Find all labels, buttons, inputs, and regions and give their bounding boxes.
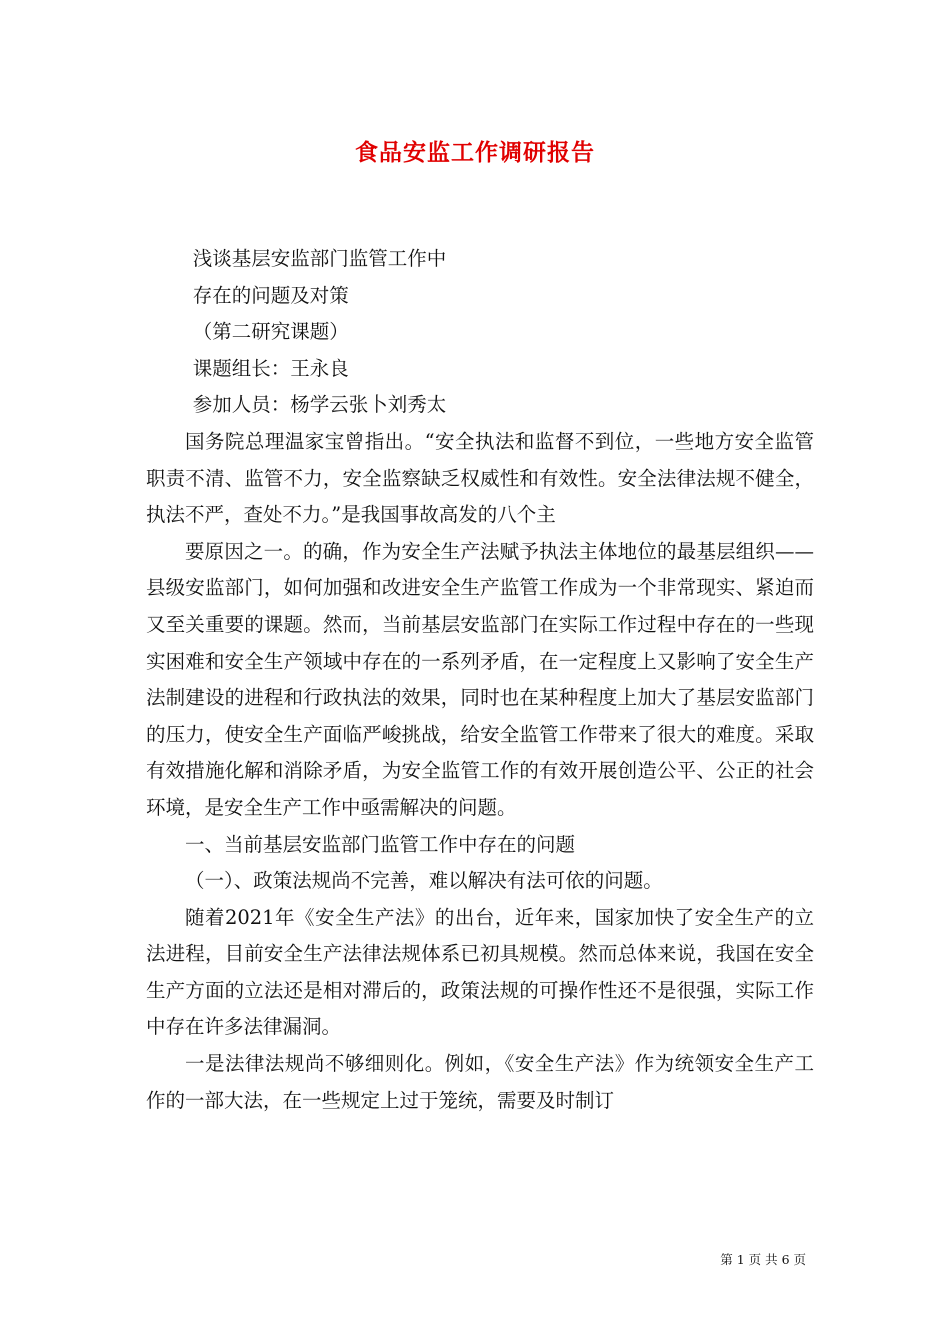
group-leader: 课题组长：王永良	[192, 356, 349, 380]
subtitle-line-3: （第二研究课题）	[192, 320, 349, 344]
paragraph: 要原因之一。的确，作为安全生产法赋予执法主体地位的最基层组织——县级安监部门，如何加强和改进安全生产监管工作成为一个非常现实、紧迫而又至关重要的课题。然而，当前基层安监部门在实际工作过程中存在的一些现实困难和安全生产领域中存在的一系列矛盾，在一定程度上又影响了安全生产法制建设的进程和行政执法的效果，同时也在某种程度上加大了基层安监部门的压力，使安全生产面临严峻挑战，给安全监管工作带来了很大的难度。采取有效措施化解和消除矛盾，为安全监管工作的有效开展创造公平、公正的社会环境，是安全生产工作中亟需解决的问题。	[146, 539, 814, 819]
page-number: 第 1 页 共 6 页	[720, 1252, 806, 1267]
subtitle-line-2: 存在的问题及对策	[192, 283, 349, 307]
subsection-heading: （一）、政策法规尚不完善，难以解决有法可依的问题。	[185, 869, 663, 893]
paragraph: 一是法律法规尚不够细则化。例如，《安全生产法》作为统领安全生产工作的一部大法，在一些规定上过于笼统，需要及时制订	[146, 1052, 814, 1112]
document-body	[146, 241, 814, 1119]
section-heading: 一、当前基层安监部门监管工作中存在的问题	[185, 832, 576, 856]
document-title: 食品安监工作调研报告	[355, 139, 595, 166]
participants: 参加人员：杨学云张卜刘秀太	[192, 393, 447, 417]
subtitle-line-1: 浅谈基层安监部门监管工作中	[192, 247, 447, 270]
paragraph: 国务院总理温家宝曾指出。“安全执法和监督不到位，一些地方安全监管职责不清、监管不力，安全监察缺乏权威性和有效性。安全法律法规不健全，执法不严，查处不力。”是我国事故高发的八个主	[146, 429, 814, 527]
paragraph: 随着2021年《安全生产法》的出台，近年来，国家加快了安全生产的立法进程，目前安全生产法律法规体系已初具规模。然而总体来说，我国在安全生产方面的立法还是相对滞后的，政策法规的可操作性还不是很强，实际工作中存在许多法律漏洞。	[146, 905, 814, 1039]
